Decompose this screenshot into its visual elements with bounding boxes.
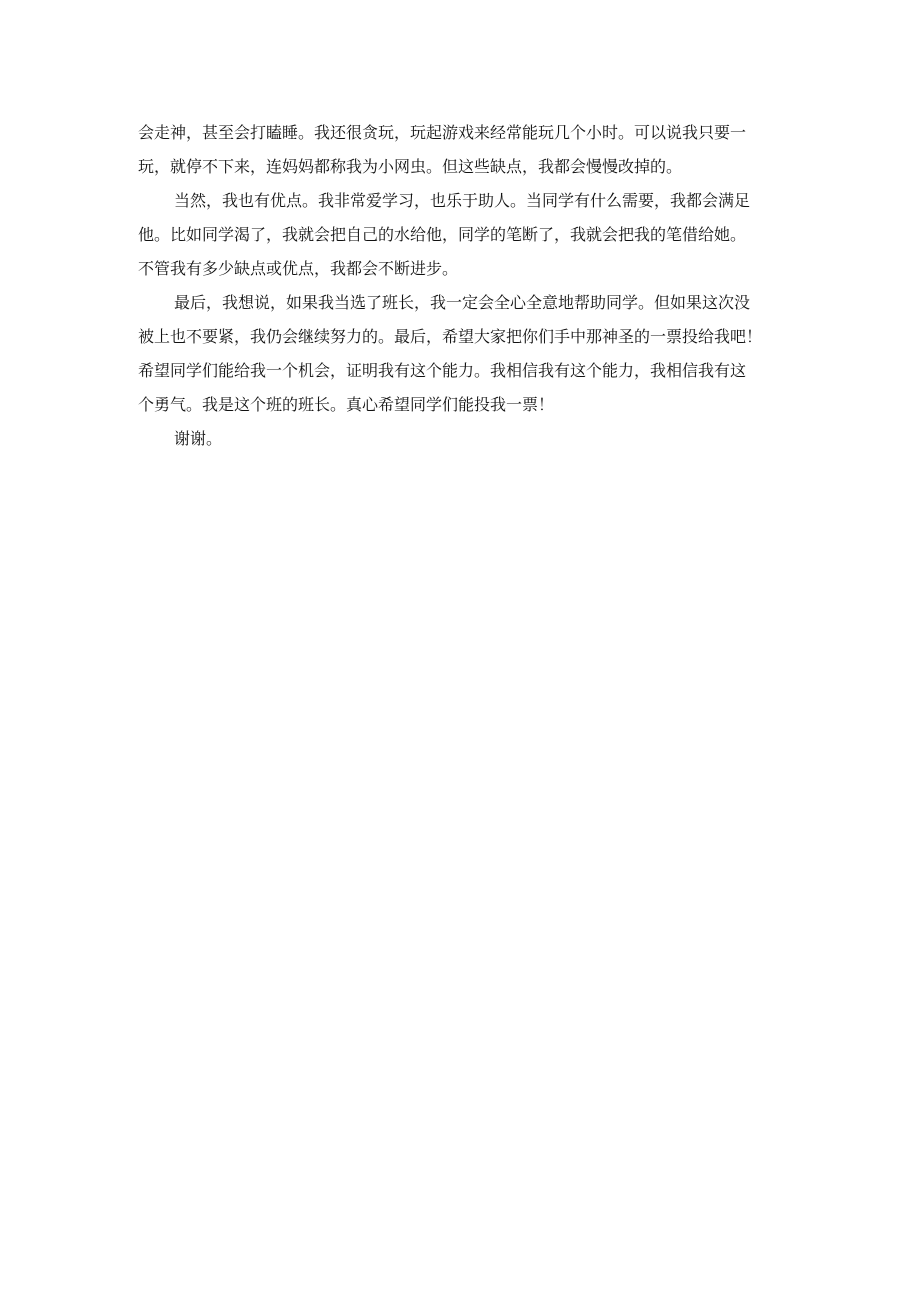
text-line: 希望同学们能给我一个机会，证明我有这个能力。我相信我有这个能力，我相信我有这 [138,361,747,380]
paragraph-start-line: 当然，我也有优点。我非常爱学习，也乐于助人。当同学有什么需要，我都会满足 [174,191,751,210]
document-body [138,116,808,456]
text-line: 他。比如同学渴了，我就会把自己的水给他，同学的笔断了，我就会把我的笔借给她。 [138,225,747,244]
text-line: 会走神，甚至会打瞌睡。我还很贪玩，玩起游戏来经常能玩几个小时。可以说我只要一 [138,123,747,142]
text-line: 玩，就停不下来，连妈妈都称我为小网虫。但这些缺点，我都会慢慢改掉的。 [138,157,683,176]
closing-line: 谢谢。 [174,429,223,448]
text-line: 不管我有多少缺点或优点，我都会不断进步。 [138,259,459,278]
text-line: 个勇气。我是这个班的班长。真心希望同学们能投我一票！ [138,395,555,414]
text-line: 被上也不要紧，我仍会继续努力的。最后，希望大家把你们手中那神圣的一票投给我吧！ [138,327,763,346]
paragraph-start-line: 最后，我想说，如果我当选了班长，我一定会全心全意地帮助同学。但如果这次没 [174,293,751,312]
